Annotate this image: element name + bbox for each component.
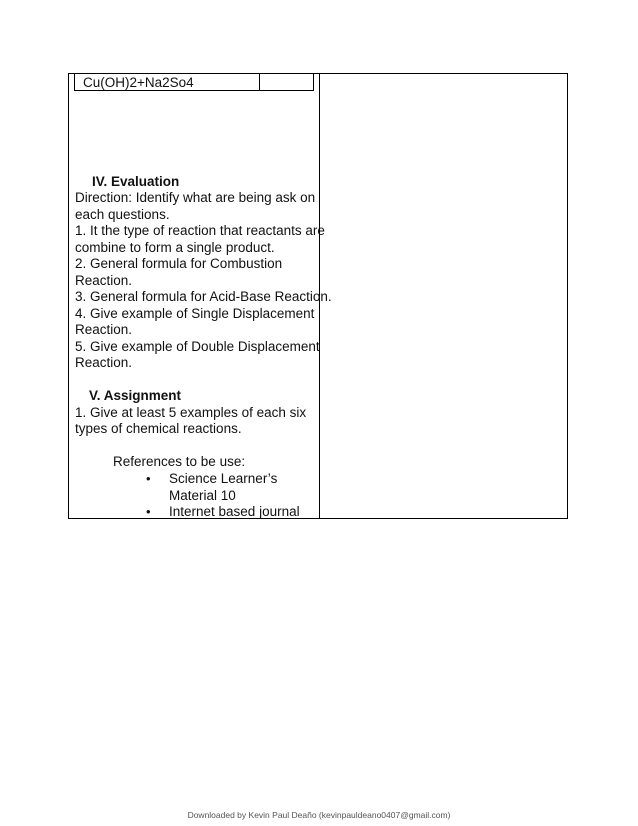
evaluation-line: each questions. [75,206,170,222]
evaluation-line: 5. Give example of Double Displacement [75,338,320,354]
references-label: References to be use: [113,454,246,469]
reference-item: Internet based journal [169,504,300,519]
evaluation-line: Reaction. [75,322,133,337]
reference-item: Science Learner’s [169,471,278,486]
evaluation-line: combine to form a single product. [75,239,275,255]
formula-cell: Cu(OH)2+Na2So4 [83,75,194,90]
evaluation-heading: IV. Evaluation [92,174,180,189]
assignment-line: types of chemical reactions. [75,421,242,436]
download-footer: Downloaded by Kevin Paul Deaño (kevinpauldeano0407@gmail.com) [187,810,451,820]
evaluation-line: 3. General formula for Acid-Base Reaction. [75,289,332,304]
evaluation-line: 4. Give example of Single Displacement [75,305,315,321]
inner-table-row [74,73,314,91]
evaluation-line: Reaction. [75,355,133,370]
evaluation-line: Direction: Identify what are being ask on [75,190,316,205]
bullet-icon: • [146,504,151,519]
assignment-line: 1. Give at least 5 examples of each six [75,404,307,420]
evaluation-line: 1. It the type of reaction that reactants are [75,223,325,238]
evaluation-line: 2. General formula for Combustion [75,256,283,271]
bullet-icon: • [146,471,151,486]
inner-cell-divider [259,74,260,90]
assignment-heading: V. Assignment [89,388,182,403]
evaluation-line: Reaction. [75,272,133,288]
reference-item-continued: Material 10 [169,487,236,503]
